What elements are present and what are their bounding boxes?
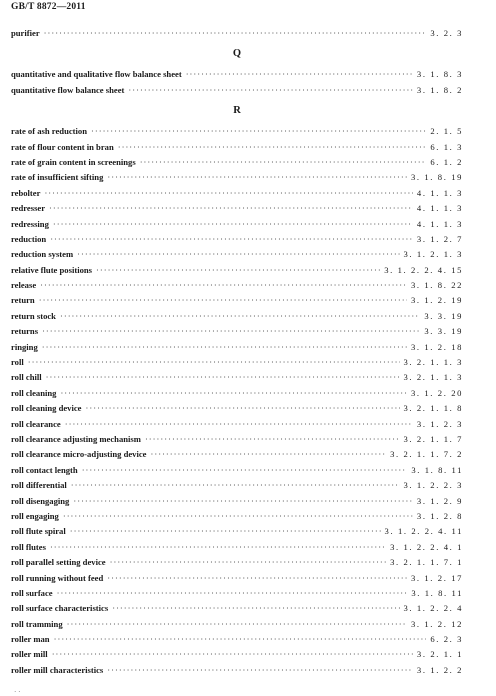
- index-entry: [11, 201, 463, 216]
- index-entry: [11, 140, 463, 155]
- dot-leader: [40, 278, 407, 293]
- standard-code-header: GB/T 8872—2011: [11, 2, 86, 12]
- dot-leader: [28, 355, 400, 370]
- dot-leader: [86, 401, 400, 416]
- index-term: rate of insufficient sifting: [11, 172, 104, 183]
- index-entry: [11, 663, 463, 678]
- index-entry: [11, 355, 463, 370]
- index-entry: [11, 83, 463, 98]
- dot-leader: [44, 186, 412, 201]
- dot-leader: [60, 386, 407, 401]
- index-entry: [11, 509, 463, 524]
- index-entry: [11, 601, 463, 616]
- dot-leader: [53, 217, 413, 232]
- index-term: roll cleaning: [11, 387, 57, 398]
- clause-reference: 3. 1. 2. 8: [416, 510, 463, 521]
- dot-leader: [49, 201, 413, 216]
- index-term: purifier: [11, 28, 40, 38]
- index-term: return stock: [11, 310, 56, 321]
- section-letter-heading: R: [233, 105, 241, 117]
- dot-leader: [112, 601, 399, 616]
- dot-leader: [50, 232, 413, 247]
- dot-leader: [42, 324, 420, 339]
- index-entry: [11, 309, 463, 324]
- clause-reference: 3. 1. 2. 2. 4. 15: [384, 264, 463, 275]
- index-term: reduction: [11, 233, 47, 244]
- index-term: quantitative and qualitative flow balance sheet: [11, 69, 182, 80]
- index-entry: [11, 186, 463, 201]
- dot-leader: [150, 447, 386, 462]
- index-entry: [11, 170, 463, 185]
- clause-reference: 3. 1. 2. 20: [411, 387, 463, 398]
- index-entry: [11, 293, 463, 308]
- clause-reference: 3. 1. 2. 3: [416, 418, 463, 429]
- clause-reference: 3. 2. 1. 1. 7: [403, 433, 463, 444]
- clause-reference: 3. 1. 2. 1. 3: [403, 249, 463, 260]
- index-entry: [11, 417, 463, 432]
- clause-reference: 3. 1. 8. 11: [411, 464, 463, 475]
- clause-reference: 3. 2. 3: [430, 28, 463, 38]
- clause-reference: 3. 1. 8. 3: [416, 69, 463, 80]
- clause-reference: 2. 1. 5: [430, 126, 463, 137]
- dot-leader: [60, 309, 420, 324]
- index-entry: [11, 432, 463, 447]
- dot-leader: [42, 340, 407, 355]
- index-entry: [11, 247, 463, 262]
- index-entry: [11, 617, 463, 632]
- index-entry: [11, 386, 463, 401]
- index-term: roll contact length: [11, 464, 78, 475]
- clause-reference: 3. 1. 2. 2. 3: [403, 480, 463, 491]
- dot-leader: [186, 67, 413, 82]
- index-term: returns: [11, 326, 39, 337]
- dot-leader: [140, 155, 427, 170]
- dot-leader: [46, 370, 400, 385]
- dot-leader: [77, 247, 399, 262]
- dot-leader: [52, 647, 413, 662]
- dot-leader: [110, 555, 387, 570]
- index-term: roll disengaging: [11, 495, 70, 506]
- clause-reference: 3. 1. 2. 2. 4. 1: [390, 541, 463, 552]
- index-term: rebolter: [11, 187, 41, 198]
- index-entry: [11, 124, 463, 139]
- index-term: roll chill: [11, 372, 42, 383]
- clause-reference: 6. 2. 3: [430, 634, 463, 645]
- dot-leader: [107, 170, 407, 185]
- index-term: quantitative flow balance sheet: [11, 84, 125, 95]
- dot-leader: [67, 617, 407, 632]
- index-term: roller mill characteristics: [11, 664, 104, 675]
- dot-leader: [50, 540, 386, 555]
- index-entry: [11, 155, 463, 170]
- index-term: roll cleaning device: [11, 403, 82, 414]
- index-term: rate of grain content in screenings: [11, 156, 136, 167]
- index-entry: [11, 478, 463, 493]
- clause-reference: 3. 2. 1. 1. 3: [403, 357, 463, 368]
- dot-leader: [91, 124, 426, 139]
- index-term: roll: [11, 357, 24, 368]
- index-entry: [11, 524, 463, 539]
- index-term: roll clearance micro-adjusting device: [11, 449, 147, 460]
- index-entry: [11, 26, 463, 41]
- clause-reference: 3. 1. 2. 2: [416, 664, 463, 675]
- clause-reference: 6. 1. 3: [430, 141, 463, 152]
- page-number-fragment: · ·: [14, 688, 21, 696]
- index-term: relative flute positions: [11, 264, 92, 275]
- index-entry: [11, 67, 463, 82]
- index-entry: [11, 340, 463, 355]
- index-term: return: [11, 295, 35, 306]
- clause-reference: 3. 1. 8. 11: [411, 587, 463, 598]
- dot-leader: [96, 263, 380, 278]
- index-entry: [11, 217, 463, 232]
- index-entry: [11, 494, 463, 509]
- index-term: redresser: [11, 203, 46, 214]
- index-term: roll surface: [11, 587, 53, 598]
- index-list: [11, 26, 463, 678]
- index-entry: [11, 586, 463, 601]
- index-entry: [11, 555, 463, 570]
- index-term: redressing: [11, 218, 49, 229]
- index-term: roll surface characteristics: [11, 603, 109, 614]
- index-term: roll engaging: [11, 510, 59, 521]
- clause-reference: 3. 1. 8. 19: [411, 172, 463, 183]
- clause-reference: 6. 1. 2: [430, 156, 463, 167]
- clause-reference: 3. 1. 2. 12: [411, 618, 463, 629]
- index-term: reduction system: [11, 249, 74, 260]
- clause-reference: 3. 1. 2. 17: [411, 572, 463, 583]
- index-entry: [11, 324, 463, 339]
- index-term: roll running without feed: [11, 572, 104, 583]
- clause-reference: 3. 1. 8. 2: [416, 84, 463, 95]
- index-term: roll differential: [11, 480, 67, 491]
- dot-leader: [107, 571, 407, 586]
- dot-leader: [65, 417, 413, 432]
- dot-leader: [70, 524, 381, 539]
- index-entry: [11, 571, 463, 586]
- index-entry: [11, 632, 463, 647]
- dot-leader: [107, 663, 413, 678]
- clause-reference: 3. 1. 2. 19: [411, 295, 463, 306]
- index-entry: [11, 447, 463, 462]
- dot-leader: [44, 26, 427, 41]
- clause-reference: 3. 1. 2. 7: [416, 233, 463, 244]
- index-entry: [11, 370, 463, 385]
- clause-reference: 3. 2. 1. 1. 7. 1: [390, 557, 463, 568]
- index-term: release: [11, 280, 37, 291]
- index-entry: [11, 263, 463, 278]
- dot-leader: [63, 509, 413, 524]
- clause-reference: 3. 2. 1. 1: [416, 649, 463, 660]
- index-term: rate of flour content in bran: [11, 141, 114, 152]
- clause-reference: 3. 2. 1. 1. 7. 2: [390, 449, 463, 460]
- index-entry: [11, 647, 463, 662]
- clause-reference: 3. 2. 1. 1. 3: [403, 372, 463, 383]
- index-term: roll clearance: [11, 418, 61, 429]
- index-term: roll flute spiral: [11, 526, 66, 537]
- clause-reference: 4. 1. 1. 3: [416, 203, 463, 214]
- clause-reference: 3. 1. 2. 18: [411, 341, 463, 352]
- dot-leader: [73, 494, 413, 509]
- dot-leader: [145, 432, 400, 447]
- clause-reference: 3. 3. 19: [424, 310, 463, 321]
- index-term: rate of ash reduction: [11, 126, 87, 137]
- dot-leader: [82, 463, 408, 478]
- dot-leader: [39, 293, 407, 308]
- clause-reference: 4. 1. 1. 3: [416, 187, 463, 198]
- index-term: roll tramming: [11, 618, 63, 629]
- dot-leader: [128, 83, 413, 98]
- index-entry: [11, 232, 463, 247]
- dot-leader: [57, 586, 408, 601]
- clause-reference: 3. 2. 1. 1. 8: [403, 403, 463, 414]
- clause-reference: 3. 1. 2. 2. 4: [403, 603, 463, 614]
- index-term: roll parallel setting device: [11, 557, 106, 568]
- index-term: roller man: [11, 634, 50, 645]
- clause-reference: 3. 1. 8. 22: [411, 280, 463, 291]
- index-term: roll clearance adjusting mechanism: [11, 433, 141, 444]
- clause-reference: 3. 1. 2. 9: [416, 495, 463, 506]
- dot-leader: [71, 478, 400, 493]
- index-entry: [11, 401, 463, 416]
- index-entry: [11, 540, 463, 555]
- dot-leader: [54, 632, 427, 647]
- index-term: ringing: [11, 341, 38, 352]
- index-term: roll flutes: [11, 541, 46, 552]
- section-letter-heading: Q: [232, 48, 242, 60]
- index-entry: [11, 278, 463, 293]
- index-term: roller mill: [11, 649, 48, 660]
- dot-leader: [118, 140, 427, 155]
- clause-reference: 4. 1. 1. 3: [416, 218, 463, 229]
- index-entry: [11, 463, 463, 478]
- clause-reference: 3. 3. 19: [424, 326, 463, 337]
- clause-reference: 3. 1. 2. 2. 4. 11: [384, 526, 463, 537]
